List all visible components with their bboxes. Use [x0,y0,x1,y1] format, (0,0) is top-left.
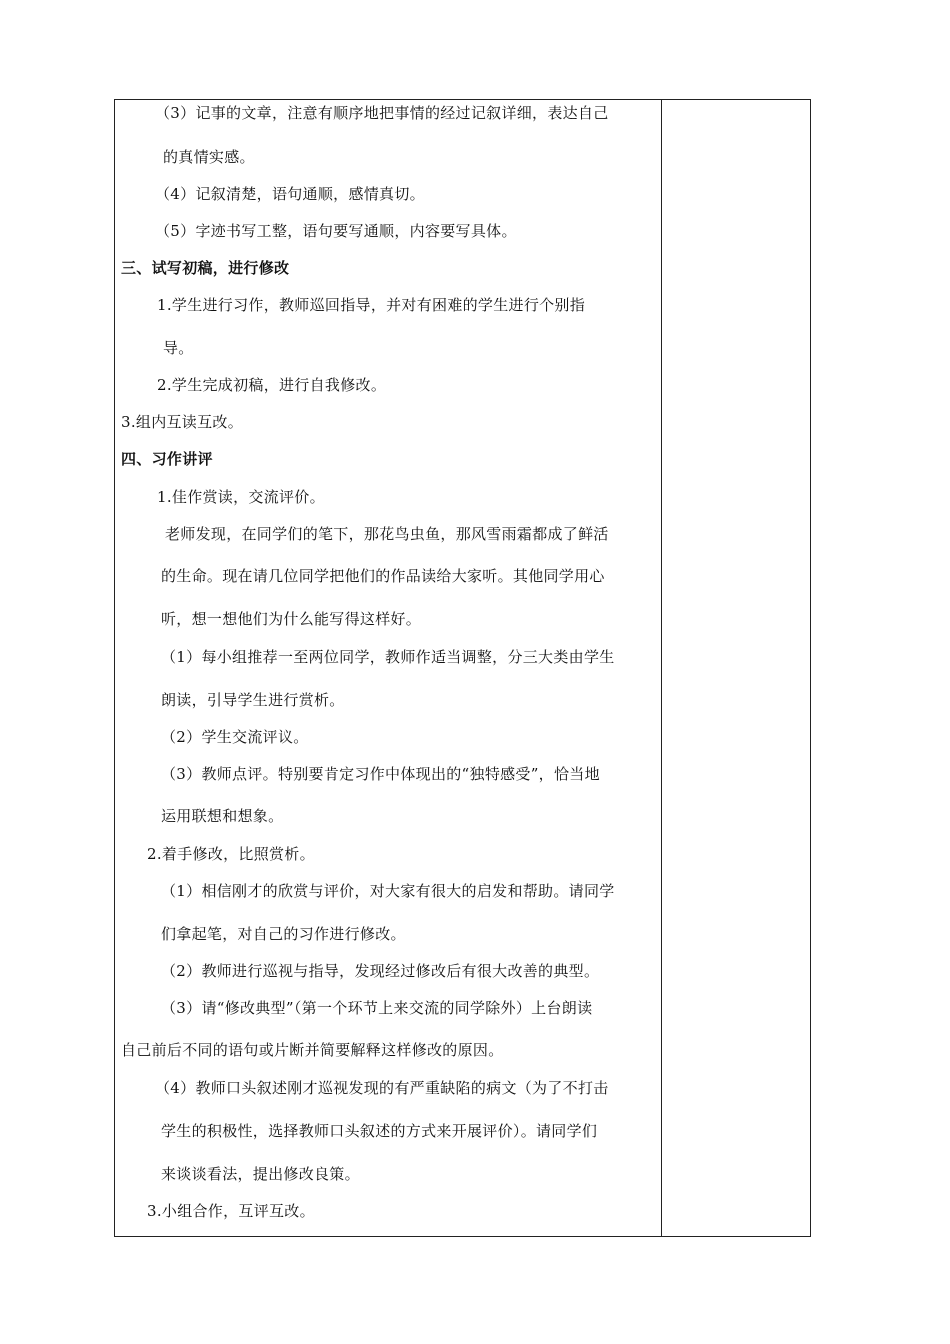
lesson-plan-table [114,99,811,1237]
text-line: （2）教师进行巡视与指导，发现经过修改后有很大改善的典型。 [161,962,600,980]
text-line: 们拿起笔，对自己的习作进行修改。 [161,925,406,943]
text-line: 运用联想和想象。 [161,807,284,825]
text-line: 来谈谈看法，提出修改良策。 [161,1165,360,1183]
text-line: （3）记事的文章，注意有顺序地把事情的经过记叙详细，表达自己 [155,104,609,122]
text-line: 3.组内互读互改。 [121,413,244,431]
text-line: （1）相信刚才的欣赏与评价，对大家有很大的启发和帮助。请同学 [161,882,615,900]
column-divider [661,100,662,1236]
text-line: 1.佳作赏读，交流评价。 [157,488,325,506]
text-line: 的真情实感。 [163,148,255,166]
text-line: 听，想一想他们为什么能写得这样好。 [161,610,422,628]
text-line: 朗读，引导学生进行赏析。 [161,691,345,709]
text-line: 3.小组合作，互评互改。 [147,1202,315,1220]
text-line: （4）记叙清楚，语句通顺，感情真切。 [155,185,425,203]
text-line: 2.着手修改，比照赏析。 [147,845,315,863]
text-line: 自己前后不同的语句或片断并简要解释这样修改的原因。 [121,1041,504,1059]
section-heading: 三、试写初稿，进行修改 [121,259,290,277]
text-line: （3）请“修改典型”（第一个环节上来交流的同学除外）上台朗读 [161,999,593,1017]
text-line: 2.学生完成初稿，进行自我修改。 [157,376,387,394]
text-line: （2）学生交流评议。 [161,728,309,746]
text-line: （1）每小组推荐一至两位同学，教师作适当调整，分三大类由学生 [161,648,615,666]
text-line: （3）教师点评。特别要肯定习作中体现出的“独特感受”，恰当地 [161,765,600,783]
text-line: 的生命。现在请几位同学把他们的作品读给大家听。其他同学用心 [161,567,605,585]
text-line: 学生的积极性，选择教师口头叙述的方式来开展评价）。请同学们 [161,1122,598,1140]
text-line: （5）字迹书写工整，语句要写通顺，内容要写具体。 [155,222,517,240]
text-line: 导。 [163,339,194,357]
text-line: 1.学生进行习作，教师巡回指导，并对有困难的学生进行个别指 [157,296,586,314]
text-line: （4）教师口头叙述刚才巡视发现的有严重缺陷的病文（为了不打击 [155,1079,609,1097]
text-line: 老师发现，在同学们的笔下，那花鸟虫鱼，那风雪雨霜都成了鲜活 [165,525,609,543]
section-heading: 四、习作讲评 [121,450,213,468]
